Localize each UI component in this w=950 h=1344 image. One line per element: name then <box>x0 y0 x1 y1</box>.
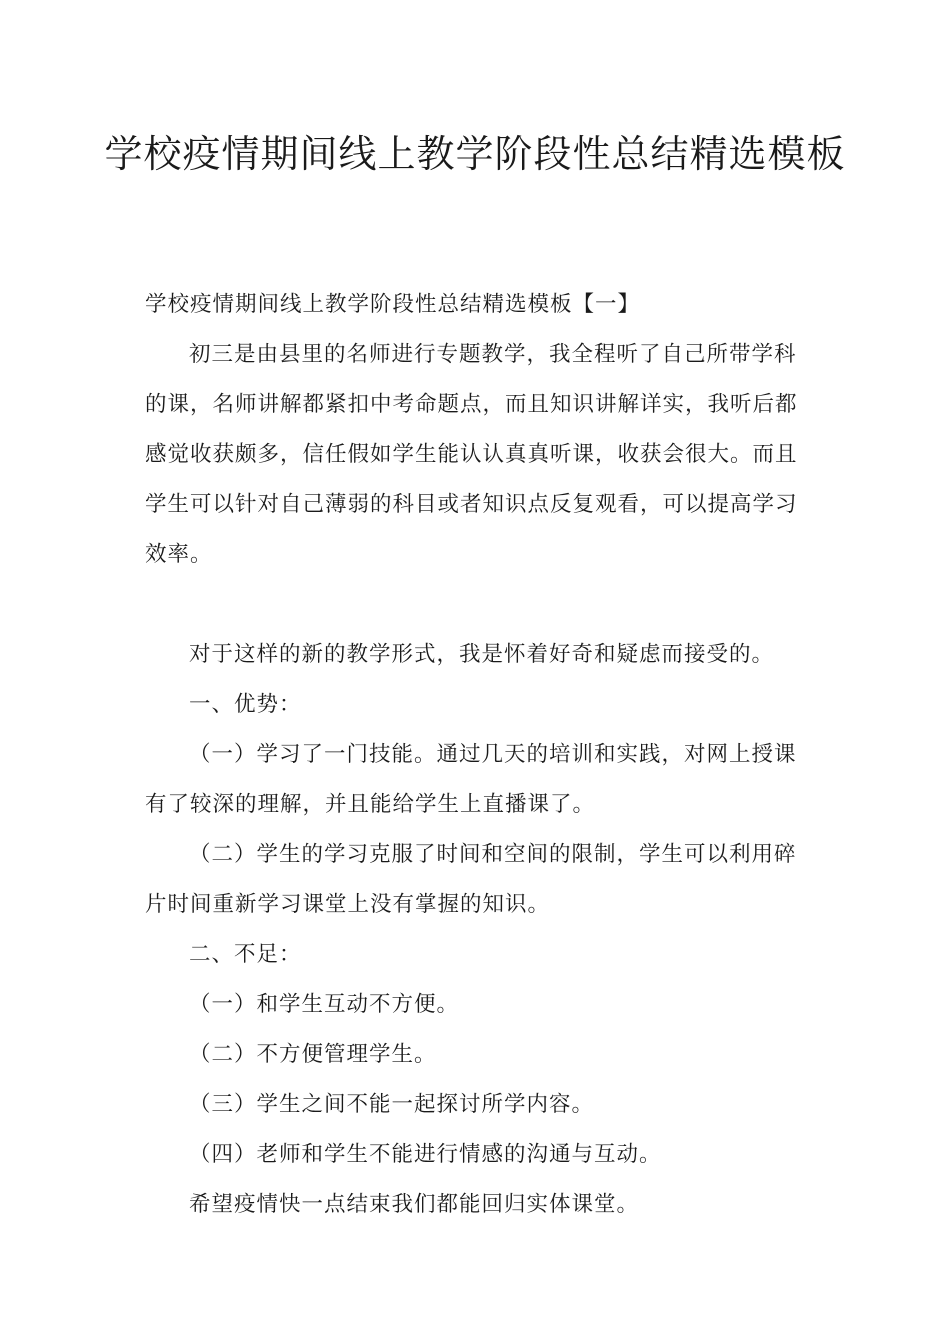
document-body <box>145 280 810 1230</box>
document-title: 学校疫情期间线上教学阶段性总结精选模板 <box>104 132 846 176</box>
list-item: （四）老师和学生不能进行情感的沟通与互动。 <box>189 1142 662 1167</box>
list-item: （一）学习了一门技能。通过几天的培训和实践，对网上授课有了较深的理解，并且能给学生上直播课了。 <box>145 742 797 817</box>
paragraph: 对于这样的新的教学形式，我是怀着好奇和疑虑而接受的。 <box>189 642 775 667</box>
section-heading: 学校疫情期间线上教学阶段性总结精选模板【一】 <box>145 292 641 317</box>
list-heading: 一、优势： <box>189 692 302 717</box>
list-heading: 二、不足： <box>189 942 302 967</box>
paragraph-spacer <box>145 580 810 630</box>
list-item: （二）学生的学习克服了时间和空间的限制，学生可以利用碎片时间重新学习课堂上没有掌握的知识。 <box>145 842 797 917</box>
closing-paragraph: 希望疫情快一点结束我们都能回归实体课堂。 <box>189 1192 640 1217</box>
list-item: （二）不方便管理学生。 <box>189 1042 437 1067</box>
paragraph: 初三是由县里的名师进行专题教学，我全程听了自己所带学科的课，名师讲解都紧扣中考命题点，而且知识讲解详实，我听后都感觉收获颇多，信任假如学生能认认真真听课，收获会很大。而且学生可以针对自己薄弱的科目或者知识点反复观看，可以提高学习效率。 <box>145 342 798 567</box>
list-item: （一）和学生互动不方便。 <box>189 992 460 1017</box>
list-item: （三）学生之间不能一起探讨所学内容。 <box>189 1092 595 1117</box>
